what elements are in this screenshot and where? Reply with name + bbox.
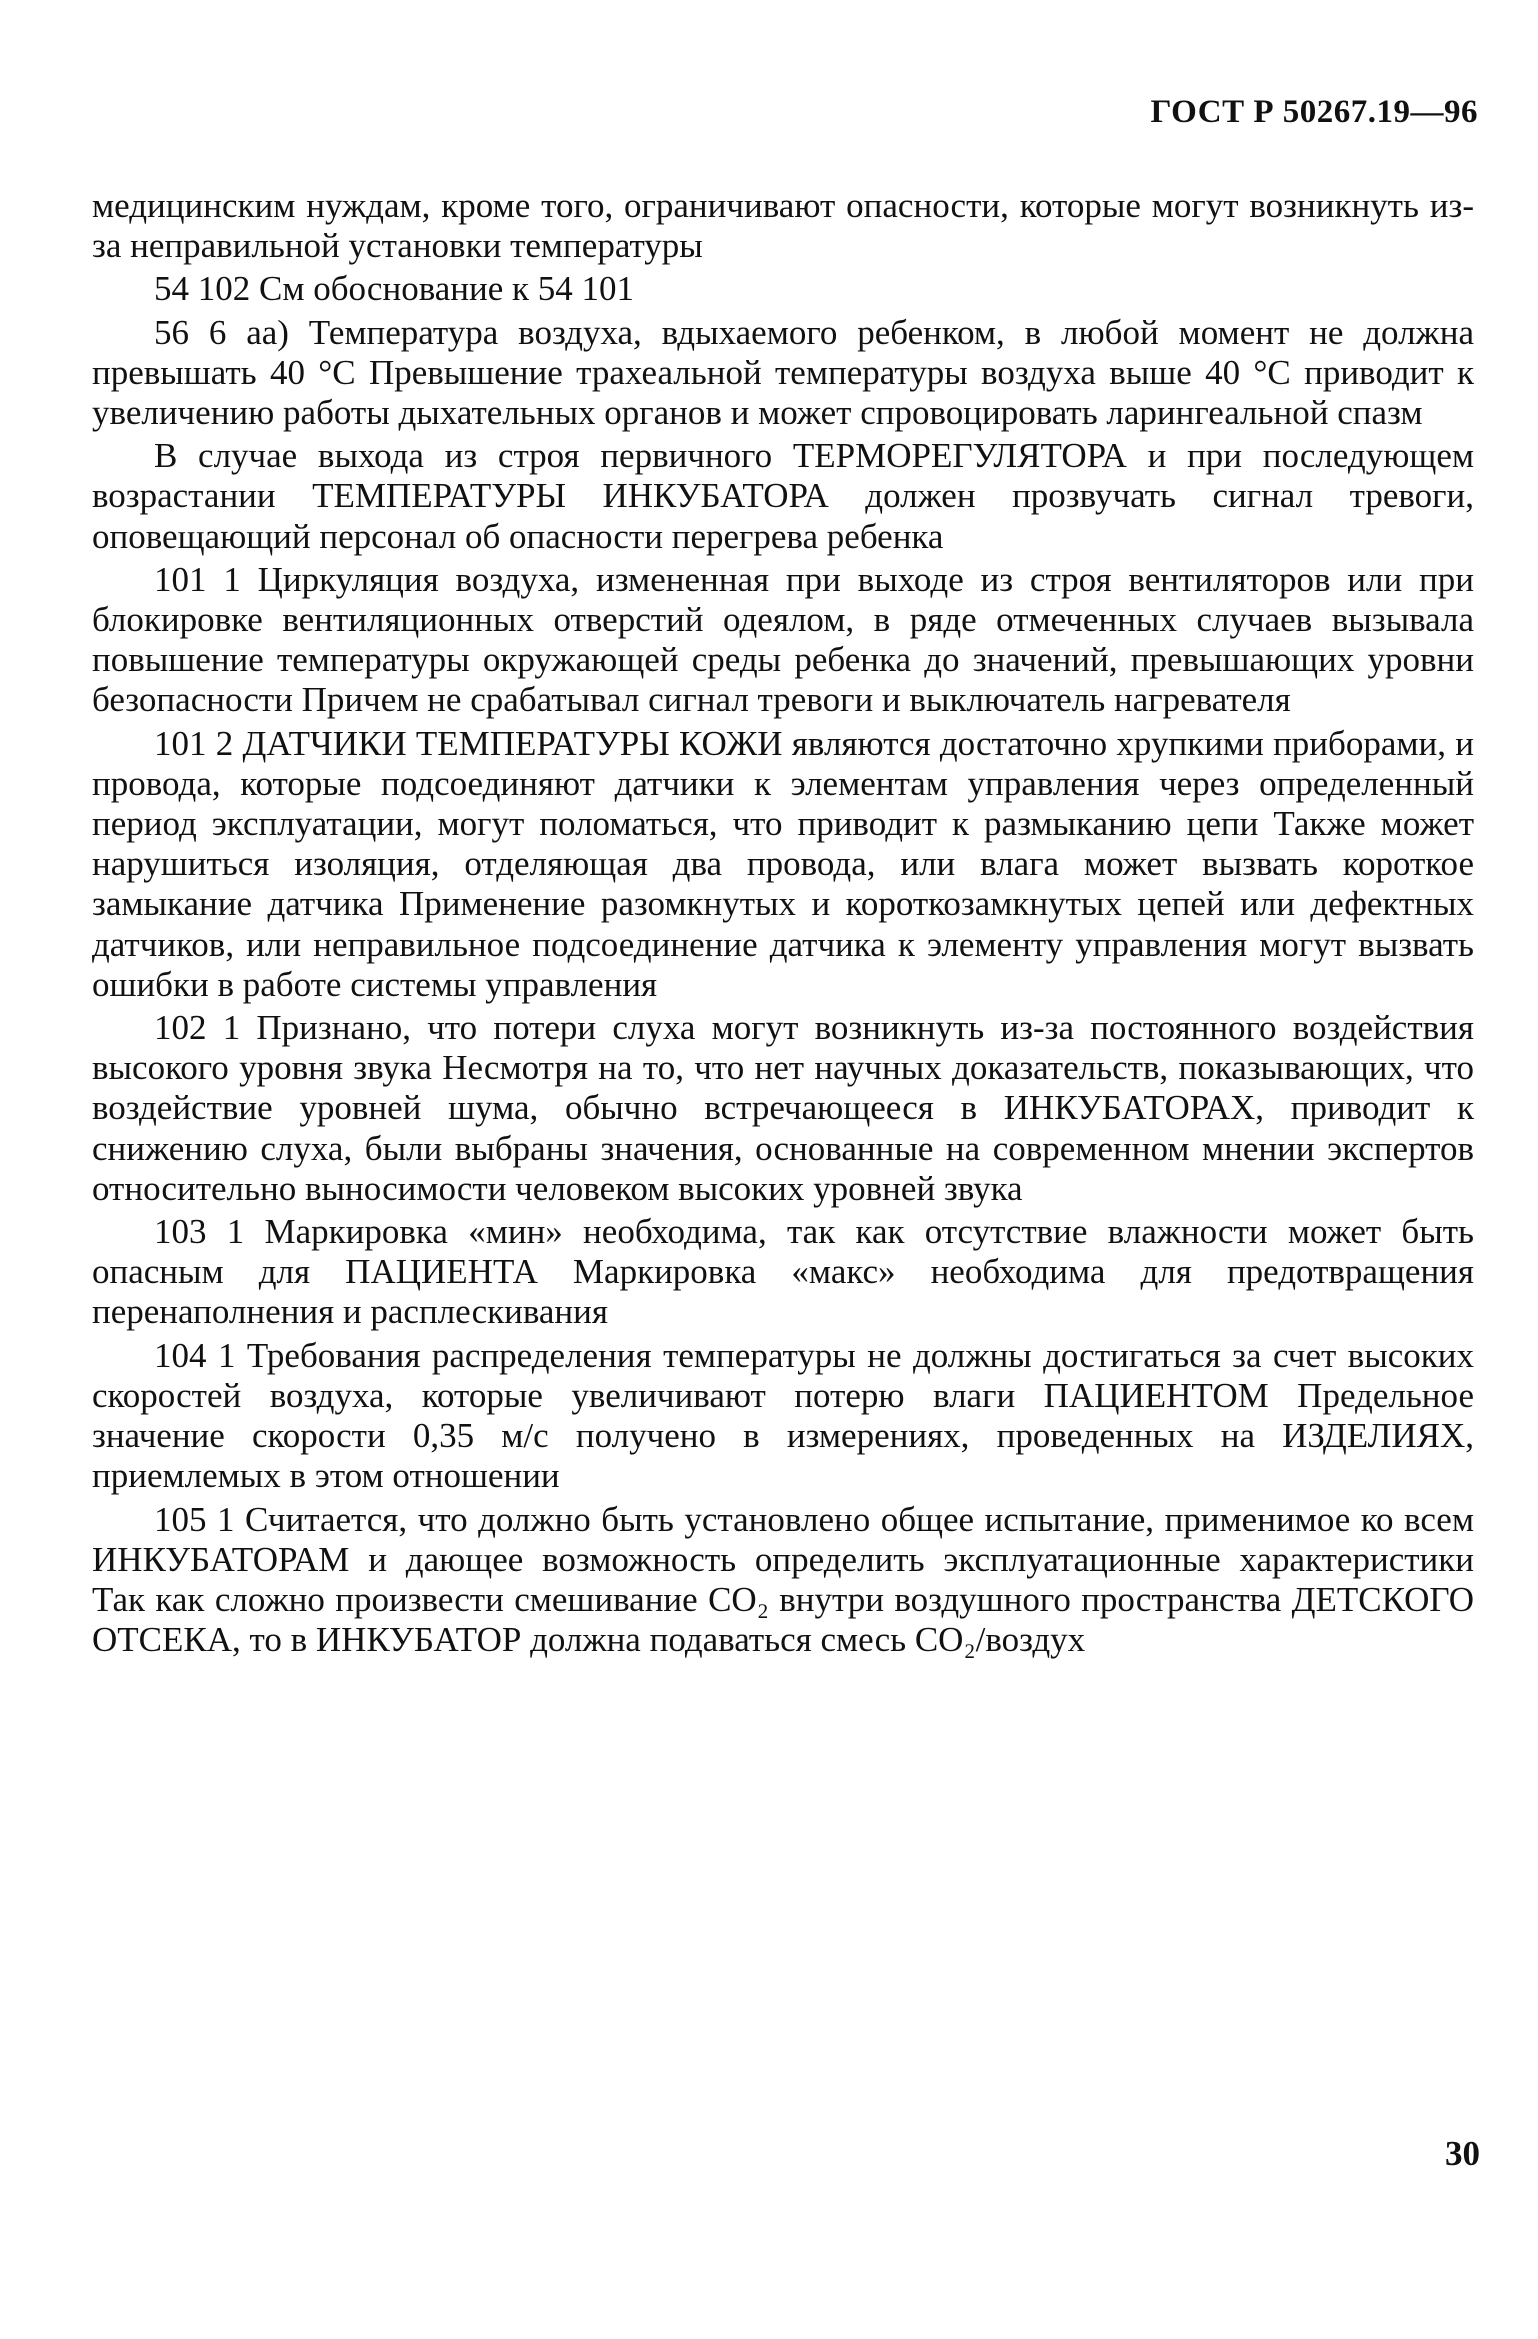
paragraph-54-102: 54 102 См обоснование к 54 101: [154, 269, 635, 309]
paragraph-thermoregulator-alarm: В случае выхода из строя первичного ТЕРМОРЕГУЛЯТОРА и при последующем возрастании ТЕМПЕРАТУРЫ ИНКУБАТОРА должен прозвучать сигнал тревоги, оповещающий персонал об опасности перегрева ребенка: [92, 436, 1474, 556]
document-header: ГОСТ Р 50267.19—96: [1150, 94, 1478, 130]
paragraph-105-1: 105 1 Считается, что должно быть установлено общее испытание, применимое ко всем ИНКУБАТОРАМ и дающее возможность определить эксплуатационные характеристики Так как сложно произвести смешивание CO₂ внутри воздушного пространства ДЕТСКОГО ОТСЕКА, то в ИНКУБАТОР должна подаваться смесь CO₂/воздух: [92, 1499, 1474, 1660]
paragraph-101-2: 101 2 ДАТЧИКИ ТЕМПЕРАТУРЫ КОЖИ являются достаточно хрупкими приборами, и провода, которые подсоединяют датчики к элементам управления через определенный период эксплуатации, могут поломаться, что приводит к размыканию цепи Также может нарушиться изоляция, отделяющая два провода, или влага может вызвать короткое замыкание датчика Применение разомкнутых и короткозамкнутых цепей или дефектных датчиков, или неправильное подсоединение датчика к элементу управления могут вызвать ошибки в работе системы управления: [92, 723, 1474, 1004]
document-body: [92, 186, 1474, 1663]
paragraph-56-6-aa: 56 6 аа) Температура воздуха, вдыхаемого ребенком, в любой момент не должна превышать 40 °С Превышение трахеальной температуры воздуха выше 40 °С приводит к увеличению работы дыхательных органов и может спровоцировать ларингеальной спазм: [92, 312, 1474, 433]
paragraph-104-1: 104 1 Требования распределения температуры не должны достигаться за счет высоких скоростей воздуха, которые увеличивают потерю влаги ПАЦИЕНТОМ Предельное значение скорости 0,35 м/с получено в измерениях, проведенных на ИЗДЕЛИЯХ, приемлемых в этом отношении: [92, 1335, 1474, 1496]
paragraph-103-1: 103 1 Маркировка «мин» необходима, так как отсутствие влажности может быть опасным для ПАЦИЕНТА Маркировка «макс» необходима для предотвращения перенаполнения и расплескивания: [92, 1212, 1474, 1332]
paragraph-102-1: 102 1 Признано, что потери слуха могут возникнуть из-за постоянного воздействия высокого уровня звука Несмотря на то, что нет научных доказательств, показывающих, что воздействие уровней шума, обычно встречающееся в ИНКУБАТОРАХ, приводит к снижению слуха, были выбраны значения, основанные на современном мнении экспертов относительно выносимости человеком высоких уровней звука: [92, 1008, 1474, 1208]
paragraph-continuation: медицинским нуждам, кроме того, ограничивают опасности, которые могут возникнуть из-за неправильной установки температуры: [92, 186, 1474, 266]
page-number: 30: [1445, 2134, 1480, 2173]
paragraph-101-1: 101 1 Циркуляция воздуха, измененная при выходе из строя вентиляторов или при блокировке вентиляционных отверстий одеялом, в ряде отмеченных случаев вызывала повышение температуры окружающей среды ребенка до значений, превышающих уровни безопасности Причем не срабатывал сигнал тревоги и выключатель нагревателя: [92, 559, 1474, 720]
